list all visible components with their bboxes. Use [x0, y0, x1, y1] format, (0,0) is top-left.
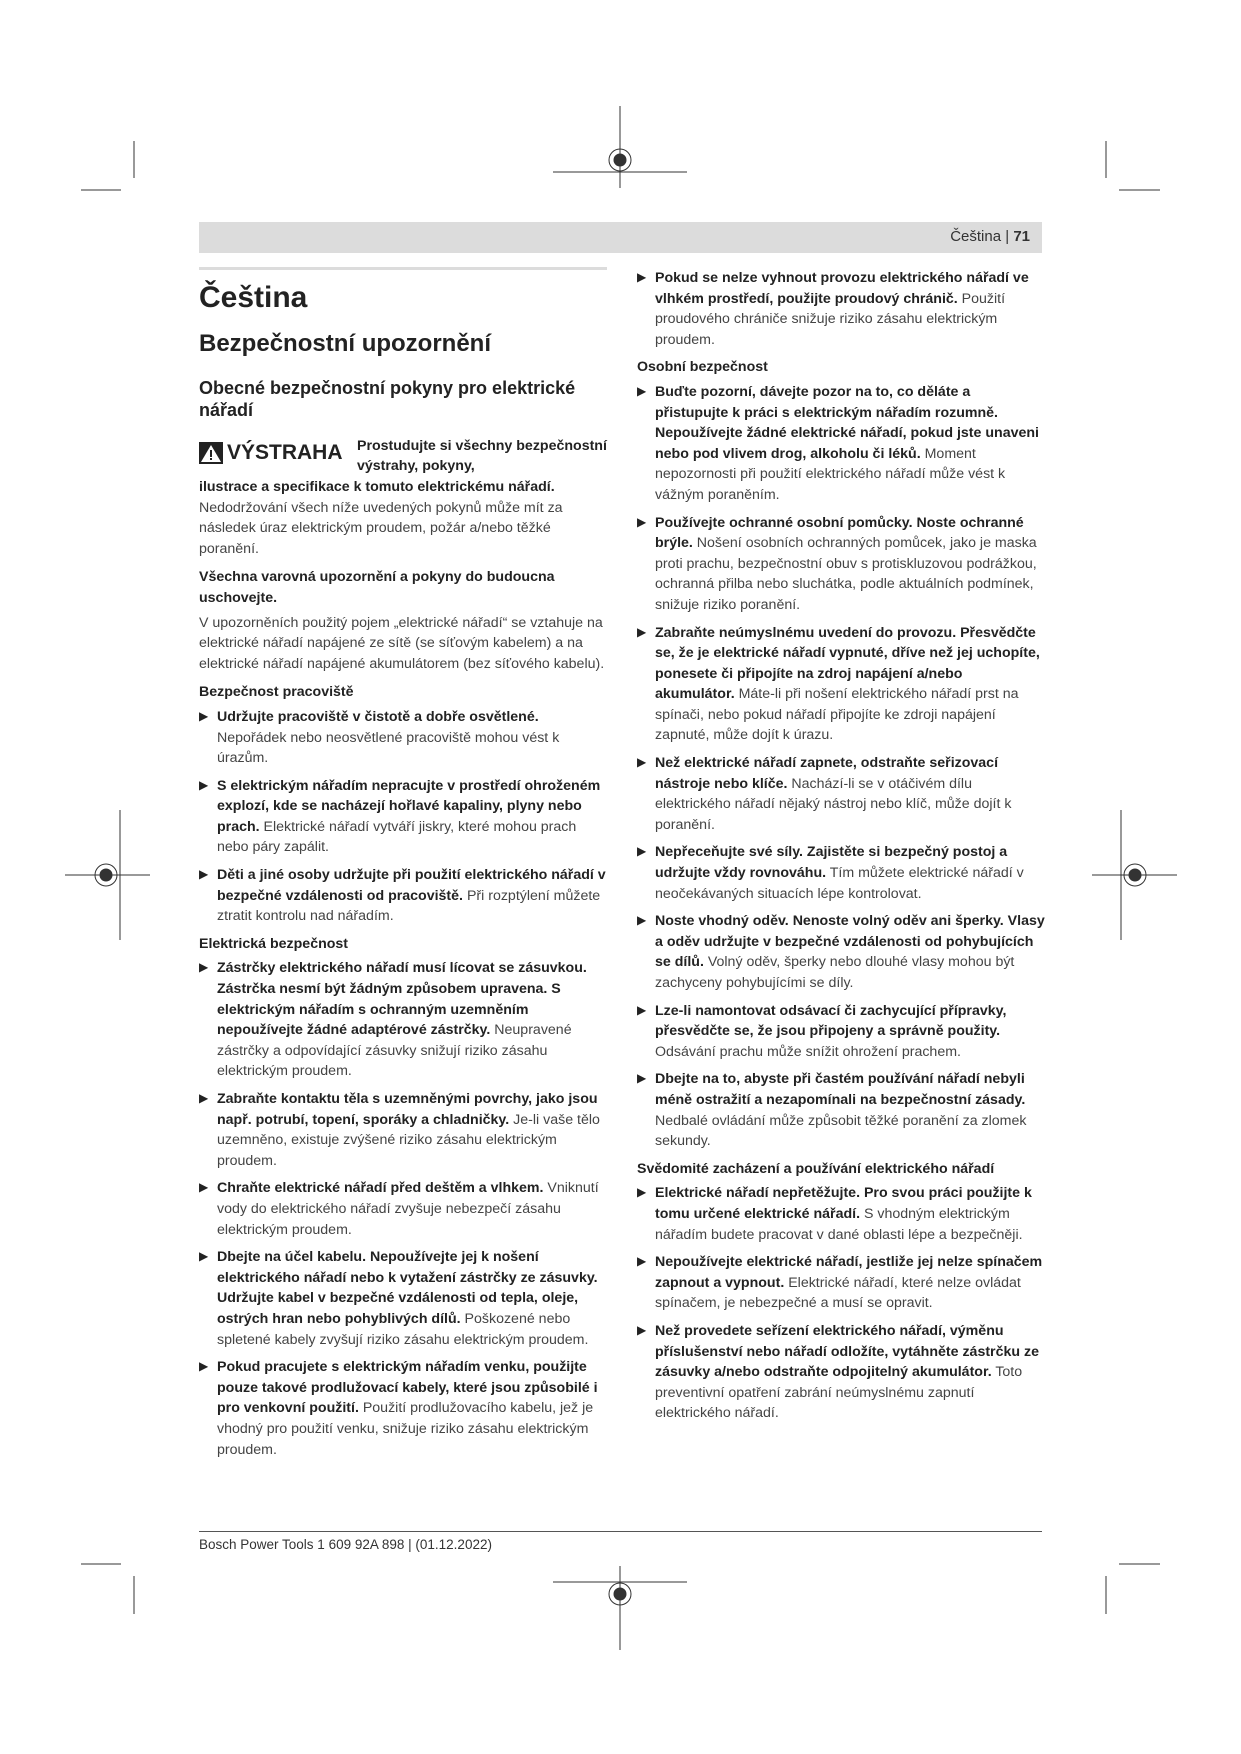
list-item: ▶ Děti a jiné osoby udržujte při použití elektrického nářadí v bezpečné vzdálenosti od pracoviště. Při rozptýlení můžete ztratit kontrolu nad nářadím.	[199, 867, 606, 925]
list-item: ▶ Elektrické nářadí nepřetěžujte. Pro svou práci použijte k tomu určené elektrické nářadí. S vhodným elektrickým nářadím budete pracovat v dané oblasti lépe a bezpečněji.	[637, 1185, 1032, 1243]
bullet-icon: ▶	[637, 1322, 647, 1337]
personal-list	[637, 382, 1045, 1152]
bullet-icon: ▶	[637, 755, 647, 770]
list-item: ▶ Pokud se nelze vyhnout provozu elektrického nářadí ve vlhkém prostředí, použijte proudový chránič. Použití proudového chrániče snižuje riziko zásahu elektrickým proudem.	[637, 270, 1029, 348]
warning-label: VÝSTRAHA	[227, 440, 343, 464]
registration-mark-left	[65, 810, 150, 940]
list-item: ▶ Nepřeceňujte své síly. Zajistěte si bezpečný postoj a udržujte vždy rovnováhu. Tím můžete elektrické nářadí v neočekávaných situacích lépe kontrolovat.	[637, 844, 1024, 902]
section-heading: Obecné bezpečnostní pokyny pro elektrické nářadí	[199, 377, 576, 421]
list-item: ▶ Zabraňte kontaktu těla s uzemněnými povrchy, jako jsou např. potrubí, topení, sporáky a chladničky. Je-li vaše tělo uzemněno, existuje zvýšené riziko zásahu elektrickým proudem.	[199, 1091, 600, 1169]
bullet-icon: ▶	[199, 777, 209, 792]
page-footer: Bosch Power Tools 1 609 92A 898 | (01.12.2022)	[199, 1537, 492, 1552]
bullet-icon: ▶	[199, 1091, 209, 1106]
header-separator: |	[1005, 228, 1010, 245]
keep-text: V upozorněních použitý pojem „elektrické nářadí“ se vztahuje na elektrické nářadí napájené ze sítě (se síťovým kabelem) a na elektrické nářadí napájené akumulátorem (bez síťového kabelu).	[199, 614, 605, 672]
registration-mark-top	[553, 106, 687, 188]
registration-mark-right	[1092, 810, 1177, 940]
list-item: ▶ Lze-li namontovat odsávací či zachycující přípravky, přesvědčte se, že jsou připojeny a správně použity. Odsávání prachu může snížit ohrožení prachem.	[637, 1002, 1007, 1060]
page-title: Čeština	[199, 281, 308, 314]
list-item: ▶ Udržujte pracoviště v čistotě a dobře osvětlené. Nepořádek nebo neosvětlené pracoviště mohou vést k úrazům.	[199, 708, 560, 767]
warning-triangle-icon	[199, 442, 223, 464]
page-number: 71	[1013, 228, 1030, 245]
workplace-heading: Bezpečnost pracoviště	[199, 684, 354, 701]
bullet-icon: ▶	[637, 270, 647, 284]
page-header	[199, 222, 1042, 253]
warning-block	[199, 436, 607, 560]
header-section: Čeština	[950, 228, 1002, 245]
handling-heading: Svědomité zacházení a používání elektrického nářadí	[637, 1160, 995, 1177]
header-label	[950, 228, 1030, 245]
bullet-icon: ▶	[199, 1359, 209, 1374]
title-rule	[199, 267, 607, 270]
list-item: ▶ Než provedete seřízení elektrického nářadí, výměnu příslušenství nebo nářadí odložíte, vytáhněte zástrčku ze zásuvky a/nebo odstraňte odpojitelný akumulátor. Toto preventivní opatření zabrání neúmyslnému zapnutí elektrického nářadí.	[637, 1322, 1039, 1422]
electrical-list	[199, 958, 607, 1460]
list-item: ▶ Zabraňte neúmyslnému uvedení do provozu. Přesvědčte se, že je elektrické nářadí vypnuté, dříve než jej uchopíte, ponesete či připojíte na zdroj napájení a/nebo akumulátor. Máte-li při nošení elektrického nářadí prst na spínači, nebo pokud nářadí připojíte ke zdroji napájení zapnuté, může dojít k úrazu.	[637, 624, 1040, 744]
list-item: ▶ Zástrčky elektrického nářadí musí lícovat se zásuvkou. Zástrčka nesmí být žádným způsobem upravena. S elektrickým nářadím s ochranným uzemněním nepoužívejte žádné adaptérové zástrčky. Neupravené zástrčky a odpovídající zásuvky snižují riziko zásahu elektrickým proudem.	[199, 960, 587, 1080]
list-item: ▶ S elektrickým nářadím nepracujte v prostředí ohroženém explozí, kde se nacházejí hořlavé kapaliny, plyny nebo prach. Elektrické nářadí vytváří jiskry, které mohou prach nebo páry zapálit.	[199, 777, 601, 856]
chapter-title: Bezpečnostní upozornění	[199, 330, 492, 357]
electrical-heading: Elektrická bezpečnost	[199, 935, 349, 952]
list-item: ▶ Chraňte elektrické nářadí před deštěm a vlhkem. Vniknutí vody do elektrického nářadí zvyšuje nebezpečí zásahu elektrickým proudem.	[199, 1180, 599, 1238]
workplace-list	[199, 707, 607, 927]
bullet-icon: ▶	[637, 1185, 647, 1200]
list-item: ▶ Dbejte na to, abyste při častém používání nářadí nebyli méně ostražití a nezapomínali na bezpečnostní zásady. Nedbalé ovládání může způsobit těžké poranění za zlomek sekundy.	[637, 1071, 1027, 1150]
bullet-icon: ▶	[637, 1002, 647, 1017]
bullet-icon: ▶	[199, 960, 209, 975]
list-item: ▶ Používejte ochranné osobní pomůcky. Noste ochranné brýle. Nošení osobních ochranných pomůcek, jako je maska proti prachu, bezpečnostní obuv s protiskluzovou podrážkou, ochranná přilba nebo sluchátka, podle aktuálních podmínek, snižuje riziko poranění.	[637, 514, 1037, 613]
bullet-icon: ▶	[637, 383, 647, 398]
bullet-icon: ▶	[637, 624, 647, 639]
list-item: ▶ Dbejte na účel kabelu. Nepoužívejte jej k nošení elektrického nářadí nebo k vytažení zástrčky ze zásuvky. Udržujte kabel v bezpečné vzdálenosti od tepla, oleje, ostrých hran nebo pohyblivých dílů. Poškozené nebo spletené kabely zvyšují riziko zásahu elektrickým proudem.	[199, 1249, 598, 1348]
bullet-icon: ▶	[199, 1249, 209, 1264]
registration-mark-bottom	[553, 1566, 687, 1650]
warning-continuation: ilustrace a specifikace k tomuto elektrickému nářadí.	[199, 478, 555, 495]
list-item: ▶ Noste vhodný oděv. Nenoste volný oděv ani šperky. Vlasy a oděv udržujte v bezpečné vzdálenosti od pohybujících se dílů. Volný oděv, šperky nebo dlouhé vlasy mohou být zachyceny pohybujícími se díly.	[637, 913, 1045, 991]
bullet-icon: ▶	[199, 1180, 209, 1195]
bullet-icon: ▶	[199, 867, 209, 882]
list-item: ▶ Než elektrické nářadí zapnete, odstraňte seřizovací nástroje nebo klíče. Nachází-li se v otáčivém dílu elektrického nářadí nějaký nástroj nebo klíč, může dojít k poranění.	[637, 755, 1012, 833]
warning-badge	[199, 438, 357, 468]
bullet-icon: ▶	[637, 913, 647, 928]
personal-heading: Osobní bezpečnost	[637, 359, 768, 376]
bullet-icon: ▶	[637, 1071, 647, 1086]
right-column	[637, 268, 1045, 1431]
bullet-icon: ▶	[637, 1254, 647, 1269]
warning-text: Nedodržování všech níže uvedených pokynů může mít za následek úraz elektrickým proudem, požár a/nebo těžké poranění.	[199, 499, 563, 557]
warning-lead: Prostudujte si všechny bezpečnostní výstrahy, pokyny,	[357, 437, 607, 475]
keep-heading: Všechna varovná upozornění a pokyny do budoucna uschovejte.	[199, 569, 555, 606]
list-item: ▶ Pokud pracujete s elektrickým nářadím venku, použijte pouze takové prodlužovací kabely, které jsou způsobilé i pro venkovní použití. Použití prodlužovacího kabelu, jež je vhodný pro použití venku, snižuje riziko zásahu elektrickým proudem.	[199, 1359, 598, 1458]
list-item: ▶ Nepoužívejte elektrické nářadí, jestliže jej nelze spínačem zapnout a vypnout. Elektrické nářadí, které nelze ovládat spínačem, je nebezpečné a musí se opravit.	[637, 1254, 1043, 1312]
bullet-icon: ▶	[637, 844, 647, 859]
list-item: ▶ Buďte pozorní, dávejte pozor na to, co děláte a přistupujte k práci s elektrickým nářadím rozumně. Nepoužívejte žádné elektrické nářadí, pokud jste unaveni nebo pod vlivem drog, alkoholu či léků. Moment nepozornosti při použití elektrického nářadí může vést k vážným poraněním.	[637, 383, 1039, 503]
left-column	[199, 267, 607, 1467]
bullet-icon: ▶	[199, 708, 209, 723]
footer-rule	[199, 1531, 1042, 1532]
bullet-icon: ▶	[637, 514, 647, 529]
handling-list	[637, 1183, 1045, 1424]
